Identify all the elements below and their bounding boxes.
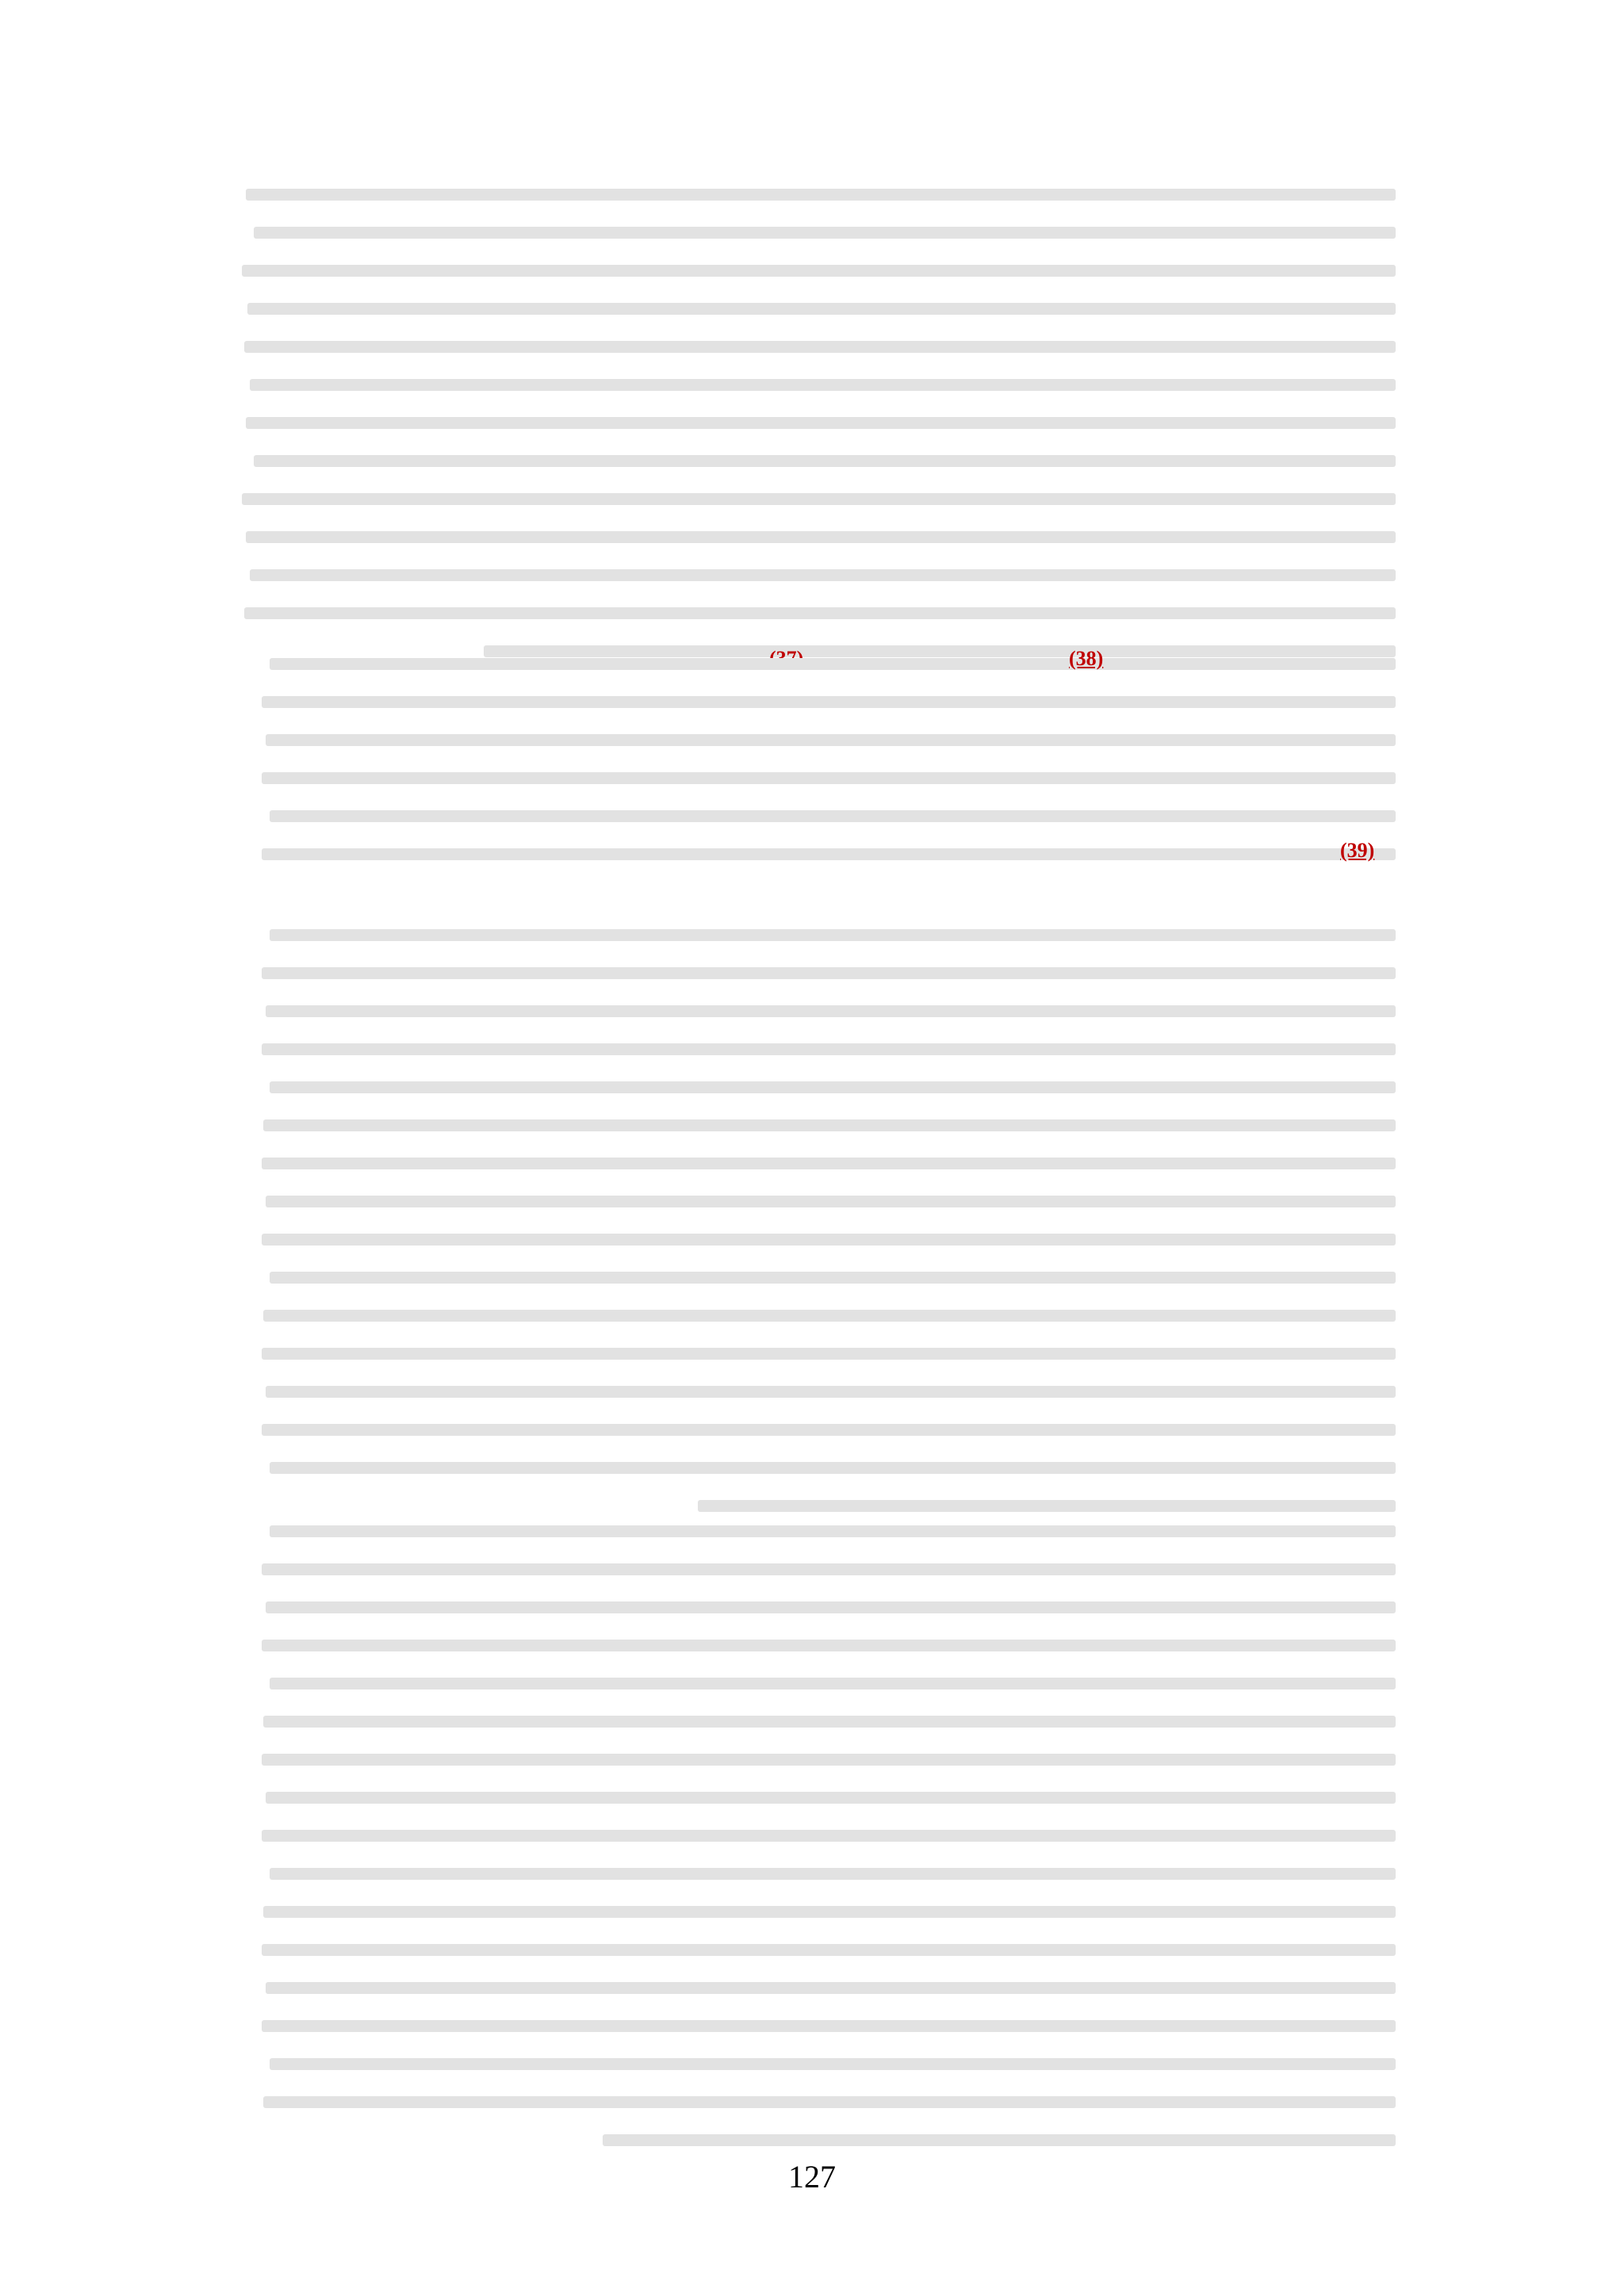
page-number: 127 — [788, 2159, 836, 2195]
footnote-ref-39[interactable]: (39) — [1340, 839, 1375, 862]
paragraph-1 — [238, 189, 1396, 683]
footnote-ref-38[interactable]: (38) — [1069, 647, 1104, 670]
paragraph-2 — [262, 658, 1396, 886]
paragraph-3 — [262, 929, 1396, 1538]
paragraph-4 — [262, 1525, 1396, 2172]
